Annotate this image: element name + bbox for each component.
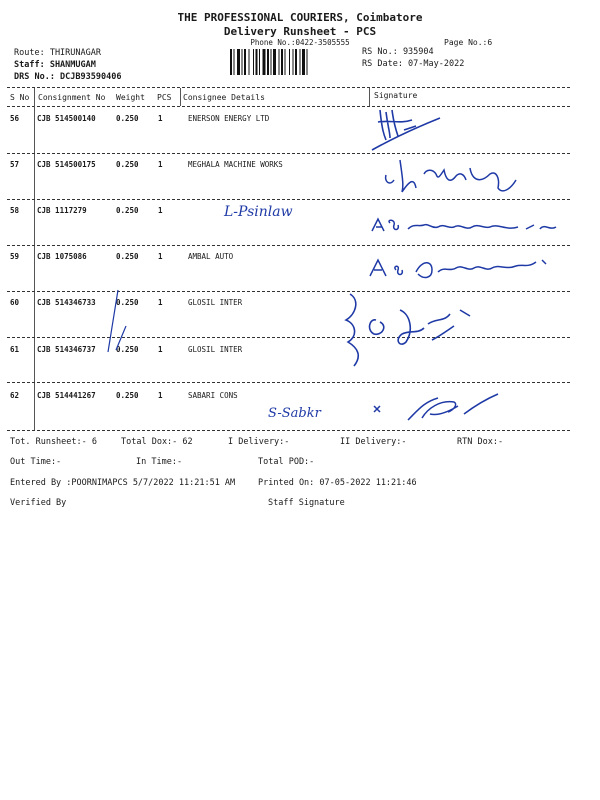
signature-row-58-icon [368, 205, 568, 245]
barcode-bar [271, 49, 272, 75]
barcode-bar [230, 49, 232, 75]
barcode-icon [230, 49, 355, 75]
out-time: Out Time:- [10, 457, 62, 467]
col-header-pcs: PCS [157, 93, 172, 102]
staff-label: Staff: SHANMUGAM [14, 60, 96, 70]
col-header-consignment: Consignment No [38, 93, 106, 102]
barcode-bar [234, 49, 235, 75]
row-weight: 0.250 [116, 298, 139, 307]
row-consignee: ENERSON ENERGY LTD [188, 114, 270, 123]
barcode-bar [267, 49, 269, 75]
barcode-bar [289, 49, 290, 75]
handwritten-name: L-Psinlaw [224, 204, 293, 220]
signature-row-62-icon [368, 390, 508, 430]
entered-by: Entered By :POORNIMAPCS 5/7/2022 11:21:51 AM [10, 478, 236, 488]
row-sno: 60 [10, 298, 20, 307]
barcode-bar [293, 49, 294, 75]
printed-on: Printed On: 07-05-2022 11:21:46 [258, 478, 417, 488]
barcode-bar [302, 49, 305, 75]
table-header-rule [7, 106, 570, 107]
rtn-dox: RTN Dox:- [457, 437, 504, 447]
row-pcs: 1 [158, 252, 163, 261]
row-pcs: 1 [158, 206, 163, 215]
barcode-bar [242, 49, 243, 75]
row-pcs: 1 [158, 298, 163, 307]
company-title: THE PROFESSIONAL COURIERS, Coimbatore [177, 11, 423, 24]
row-consignment: CJB 514500140 [37, 114, 96, 123]
total-runsheet: Tot. Runsheet:- 6 [10, 437, 97, 447]
table-bottom-rule [7, 430, 570, 431]
row-sno: 62 [10, 391, 20, 400]
row-sno: 57 [10, 160, 20, 169]
pen-stroke-icon [96, 286, 136, 356]
row-consignment: CJB 1075086 [37, 252, 87, 261]
row-weight: 0.250 [116, 252, 139, 261]
row-consignee: SABARI CONS [188, 391, 238, 400]
barcode-bar [300, 49, 301, 75]
signature-row-59-icon [366, 250, 556, 284]
row-consignee: AMBAL AUTO [188, 252, 234, 261]
signature-row-57-icon [380, 150, 530, 200]
row-sno: 59 [10, 252, 20, 261]
barcode-bar [295, 49, 297, 75]
ii-delivery: II Delivery:- [340, 437, 407, 447]
barcode-bar [273, 49, 276, 75]
barcode-bar [259, 49, 260, 75]
row-weight: 0.250 [116, 345, 139, 354]
row-sno: 61 [10, 345, 20, 354]
row-consignment: CJB 1117279 [37, 206, 87, 215]
verified-by: Verified By [10, 498, 67, 508]
barcode-bar [237, 49, 240, 75]
in-time: In Time:- [136, 457, 183, 467]
row-weight: 0.250 [116, 114, 139, 123]
document-subtitle: Delivery Runsheet - PCS [223, 25, 377, 38]
row-sno: 56 [10, 114, 20, 123]
total-dox: Total Dox:- 62 [121, 437, 193, 447]
row-rule [7, 245, 570, 246]
row-consignee: MEGHALA MACHINE WORKS [188, 160, 283, 169]
col-header-consignee: Consignee Details [183, 93, 265, 102]
page-number: Page No.:6 [444, 38, 493, 47]
row-pcs: 1 [158, 114, 163, 123]
row-consignee: GLOSIL INTER [188, 345, 243, 354]
row-consignment: CJB 514500175 [37, 160, 96, 169]
barcode-bar [249, 49, 250, 75]
column-divider [180, 88, 181, 106]
row-consignment: CJB 514441267 [37, 391, 96, 400]
table-top-rule [7, 87, 570, 88]
barcode-bar [256, 49, 258, 75]
row-sno: 58 [10, 206, 20, 215]
row-rule [7, 382, 570, 383]
col-header-sno: S No [10, 93, 30, 102]
handwritten-name: S-Sabkr [268, 406, 321, 421]
drs-number: DRS No.: DCJB93590406 [14, 72, 122, 82]
barcode-bar [307, 49, 308, 75]
row-pcs: 1 [158, 391, 163, 400]
col-header-weight: Weight [116, 93, 145, 102]
row-weight: 0.250 [116, 160, 139, 169]
rs-date: RS Date: 07-May-2022 [362, 59, 465, 69]
barcode-bar [285, 49, 286, 75]
barcode-bar [263, 49, 266, 75]
row-weight: 0.250 [116, 391, 139, 400]
row-weight: 0.250 [116, 206, 139, 215]
rs-number: RS No.: 935904 [362, 47, 434, 57]
staff-signature: Staff Signature [268, 498, 345, 508]
row-pcs: 1 [158, 160, 163, 169]
barcode-bar [253, 49, 254, 75]
signature-row-60-61-icon [340, 290, 490, 370]
row-consignee: GLOSIL INTER [188, 298, 243, 307]
row-consignment: CJB 514346737 [37, 345, 96, 354]
barcode-bar [281, 49, 283, 75]
phone-number: Phone No.:0422-3505555 [250, 38, 350, 47]
route-label: Route: THIRUNAGAR [14, 48, 101, 58]
barcode-bar [279, 49, 280, 75]
row-pcs: 1 [158, 345, 163, 354]
row-consignment: CJB 514346733 [37, 298, 96, 307]
barcode-bar [244, 49, 246, 75]
i-delivery: I Delivery:- [228, 437, 290, 447]
column-divider [34, 88, 35, 430]
total-pod: Total POD:- [258, 457, 315, 467]
col-header-signature: Signature [374, 91, 418, 100]
